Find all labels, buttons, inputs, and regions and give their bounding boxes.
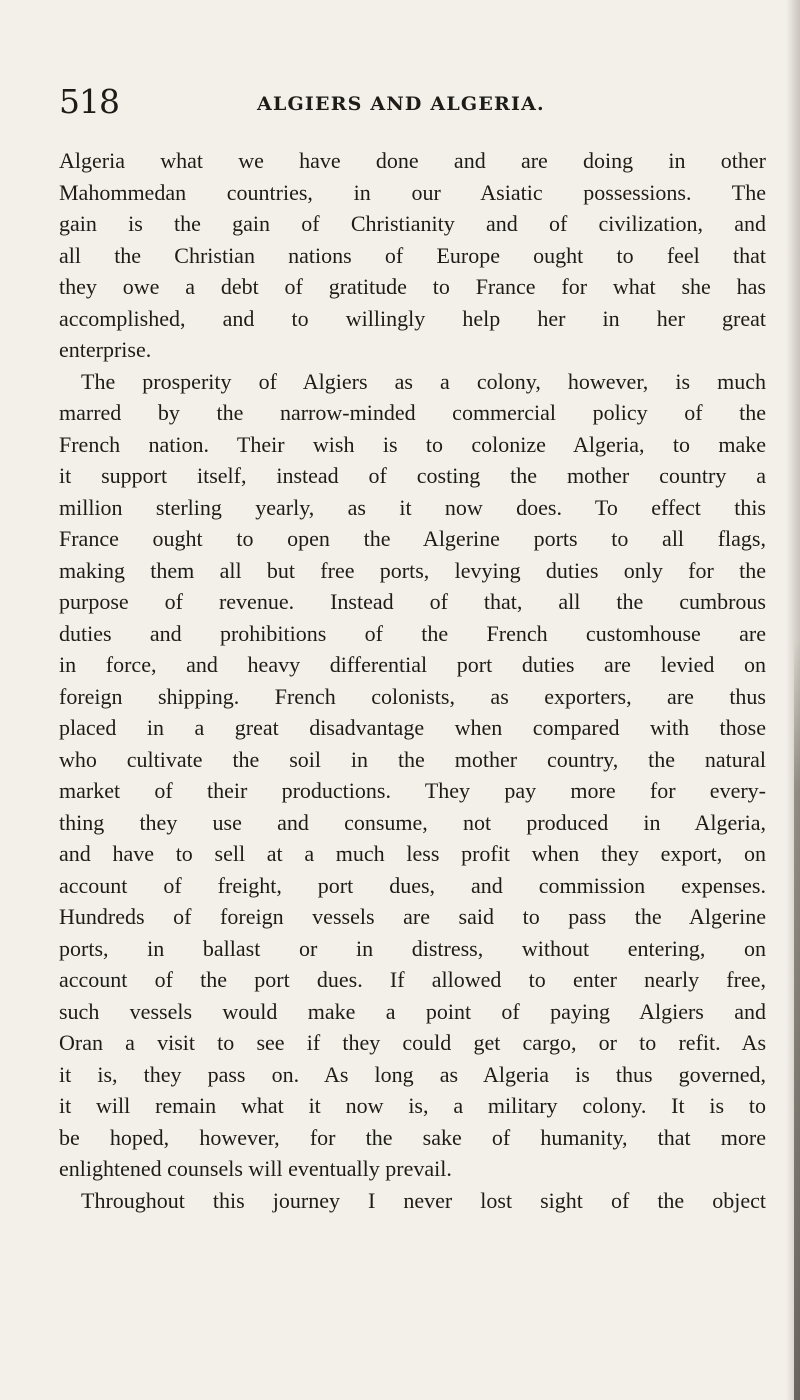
text-line: thing they use and consume, not produced in Algeria, — [59, 809, 766, 835]
text-line: enterprise. — [59, 337, 152, 362]
text-line: Algeria what we have done and are doing in other — [59, 148, 766, 173]
page-header — [59, 80, 749, 124]
text-line: France ought to open the Algerine ports to all flags, — [59, 526, 766, 551]
text-line: and have to sell at a much less profit when they export, on — [59, 841, 766, 866]
text-line: Throughout this journey I never lost sight of the object — [81, 1187, 766, 1213]
text-line: placed in a great disadvantage when compared with those — [59, 715, 766, 740]
page-number: 518 — [59, 82, 119, 121]
text-line: such vessels would make a point of paying Algiers and — [59, 998, 766, 1024]
text-line: it will remain what it now is, a military colony. It is to — [59, 1093, 766, 1118]
text-line: duties and prohibitions of the French customhouse are — [59, 620, 766, 646]
running-head: ALGIERS AND ALGERIA. — [257, 93, 545, 115]
text-line: market of their productions. They pay more for every- — [59, 778, 766, 803]
text-line: million sterling yearly, as it now does. To effect this — [59, 494, 766, 520]
text-line: French nation. Their wish is to colonize Algeria, to make — [59, 431, 766, 457]
text-line: it support itself, instead of costing the mother country a — [59, 463, 766, 488]
text-line: in force, and heavy differential port duties are levied on — [59, 652, 766, 677]
text-line: making them all but free ports, levying duties only for the — [59, 557, 766, 583]
text-line: purpose of revenue. Instead of that, all the cumbrous — [59, 589, 766, 614]
text-line: be hoped, however, for the sake of humanity, that more — [59, 1124, 766, 1150]
text-line: all the Christian nations of Europe ought to feel that — [59, 242, 766, 268]
text-line: gain is the gain of Christianity and of civilization, and — [59, 211, 766, 236]
text-line: account of the port dues. If allowed to enter nearly free, — [59, 967, 766, 992]
text-line: The prosperity of Algiers as a colony, however, is much — [81, 368, 766, 394]
text-line: it is, they pass on. As long as Algeria is thus governed, — [59, 1061, 766, 1087]
text-line: accomplished, and to willingly help her in her great — [59, 305, 766, 331]
text-line: enlightened counsels will eventually prevail. — [59, 1156, 452, 1181]
text-line: foreign shipping. French colonists, as exporters, are thus — [59, 683, 766, 709]
text-line: they owe a debt of gratitude to France for what she has — [59, 274, 766, 299]
text-line: Oran a visit to see if they could get cargo, or to refit. As — [59, 1030, 766, 1055]
text-line: account of freight, port dues, and commission expenses. — [59, 872, 766, 898]
body-text — [59, 145, 769, 1216]
text-line: Mahommedan countries, in our Asiatic possessions. The — [59, 179, 766, 205]
text-line: ports, in ballast or in distress, without entering, on — [59, 935, 766, 961]
text-line: who cultivate the soil in the mother country, the natural — [59, 746, 766, 772]
page-edge-binding — [794, 640, 800, 1400]
text-line: Hundreds of foreign vessels are said to pass the Algerine — [59, 904, 766, 929]
text-line: marred by the narrow-minded commercial policy of the — [59, 400, 766, 425]
